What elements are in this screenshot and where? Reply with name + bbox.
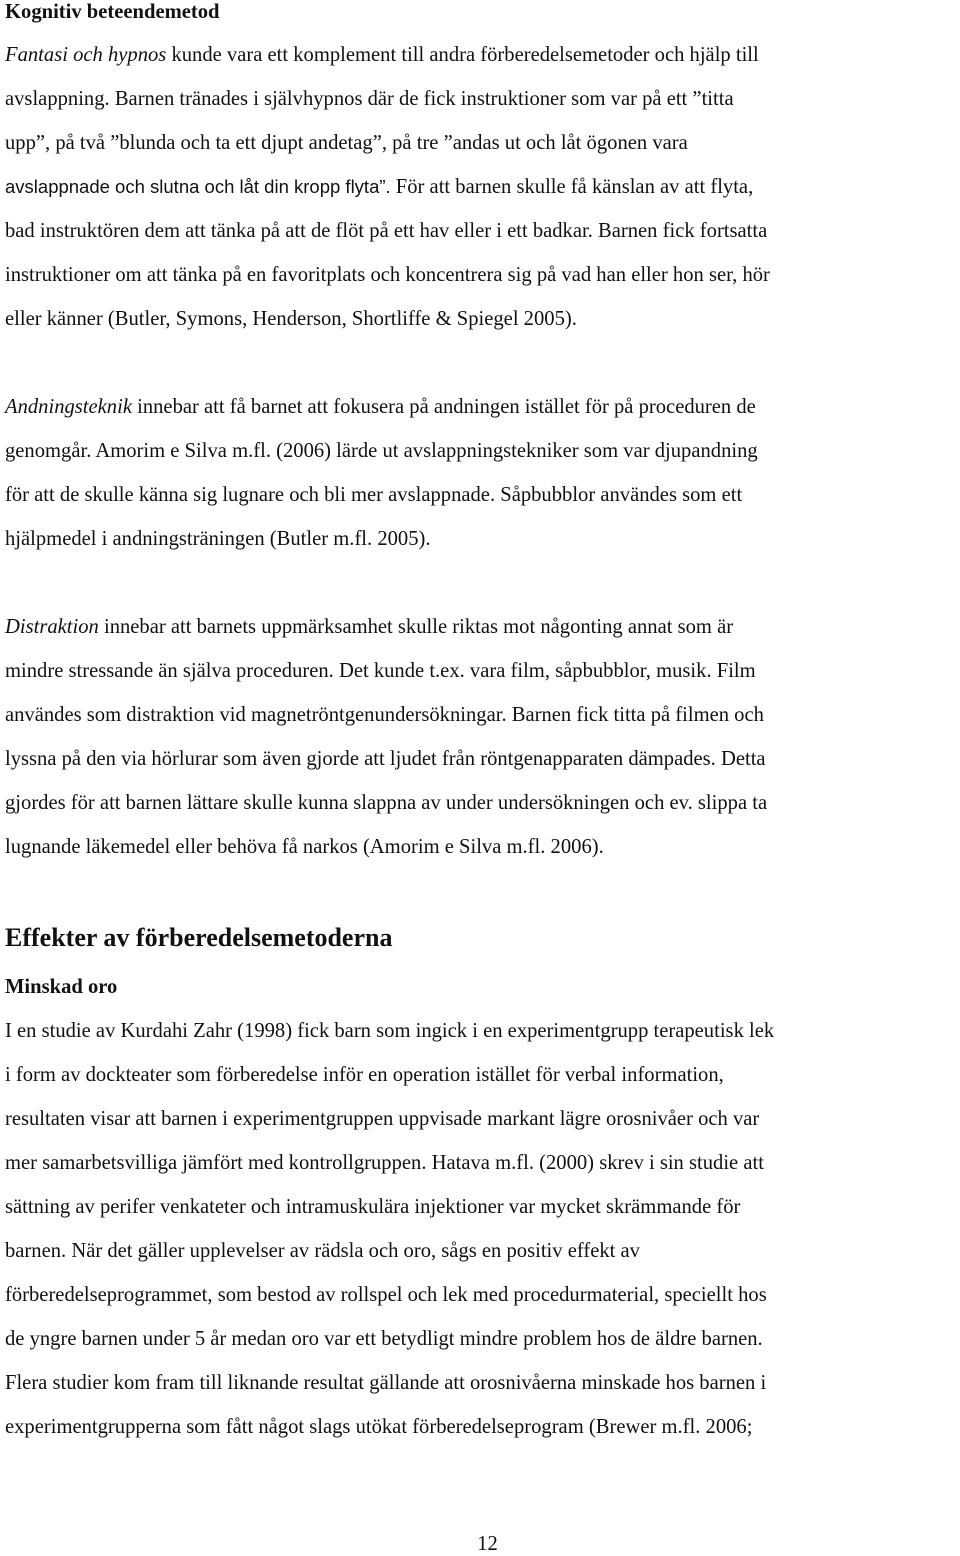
paragraph-line: mindre stressande än själva proceduren. Det kunde t.ex. vara film, såpbubblor, musik. Film: [5, 660, 756, 682]
text-run: kunde vara ett komplement till andra förberedelsemetoder och hjälp till: [166, 44, 759, 66]
paragraph-line: förberedelseprogrammet, som bestod av rollspel och lek med procedurmaterial, speciellt hos: [5, 1284, 767, 1306]
paragraph-line: Flera studier kom fram till liknande resultat gällande att orosnivåerna minskade hos barnen i: [5, 1372, 767, 1394]
paragraph-line: lugnande läkemedel eller behöva få narkos (Amorim e Silva m.fl. 2006).: [5, 836, 604, 858]
paragraph-line: för att de skulle känna sig lugnare och bli mer avslappnade. Såpbubblor användes som ett: [5, 484, 743, 506]
paragraph-line: I en studie av Kurdahi Zahr (1998) fick barn som ingick i en experimentgrupp terapeutisk lek: [5, 1020, 775, 1042]
paragraph-line: [5, 43, 759, 67]
italic-term: Distraktion: [5, 616, 99, 638]
paragraph-line: användes som distraktion vid magnetröntgenundersökningar. Barnen fick titta på filmen och: [5, 704, 764, 726]
section-heading-effekter: Effekter av förberedelsemetoderna: [5, 923, 393, 952]
paragraph-line: eller känner (Butler, Symons, Henderson, Shortliffe & Spiegel 2005).: [5, 308, 577, 330]
paragraph-line: avslappning. Barnen tränades i självhypnos där de fick instruktioner som var på ett ”titta: [5, 88, 734, 110]
paragraph-line: [5, 219, 767, 243]
paragraph-line: sättning av perifer venkateter och intramuskulära injektioner var mycket skrämmande för: [5, 1196, 741, 1218]
paragraph-line: [5, 615, 733, 639]
text-run: Barnen fick fortsatta: [592, 220, 768, 242]
paragraph-line: experimentgrupperna som fått något slags utökat förberedelseprogram (Brewer m.fl. 2006;: [5, 1416, 753, 1438]
subheading-minskad-oro: Minskad oro: [5, 976, 118, 998]
paragraph-line: [5, 175, 753, 199]
page-number: 12: [477, 1533, 498, 1555]
text-run: För att barnen skulle få känslan av att flyta,: [390, 176, 754, 198]
paragraph-line: i form av dockteater som förberedelse inför en operation istället för verbal information,: [5, 1064, 724, 1086]
paragraph-line: lyssna på den via hörlurar som även gjorde att ljudet från röntgenapparaten dämpades. Detta: [5, 748, 766, 770]
paragraph-line: de yngre barnen under 5 år medan oro var ett betydligt mindre problem hos de äldre barnen.: [5, 1328, 763, 1350]
italic-term: Andningsteknik: [5, 396, 132, 418]
paragraph-line: resultaten visar att barnen i experimentgruppen uppvisade markant lägre orosnivåer och var: [5, 1108, 760, 1130]
paragraph-line: [5, 395, 756, 419]
paragraph-line: hjälpmedel i andningsträningen (Butler m.fl. 2005).: [5, 528, 431, 550]
paragraph-line: barnen. När det gäller upplevelser av rädsla och oro, sågs en positiv effekt av: [5, 1240, 640, 1262]
text-run: innebar att få barnet att fokusera på andningen istället för på proceduren de: [131, 396, 756, 418]
italic-term: Fantasi och hypnos: [5, 44, 167, 66]
text-run: bad instruktören dem att tänka på att de flöt på ett hav eller i ett badkar.: [5, 220, 593, 242]
paragraph-line: mer samarbetsvilliga jämfört med kontrollgruppen. Hatava m.fl. (2000) skrev i sin studie att: [5, 1152, 764, 1174]
paragraph-line: genomgår. Amorim e Silva m.fl. (2006) lärde ut avslappningstekniker som var djupandning: [5, 440, 758, 462]
text-run: avslappnade och slutna och låt din kropp flyta”.: [5, 176, 391, 197]
text-run: innebar att barnets uppmärksamhet skulle riktas mot någonting annat som är: [98, 616, 734, 638]
paragraph-line: instruktioner om att tänka på en favoritplats och koncentrera sig på vad han eller hon ser, hör: [5, 264, 770, 286]
section-heading-kognitiv: Kognitiv beteendemetod: [5, 1, 220, 23]
paragraph-line: upp”, på två ”blunda och ta ett djupt andetag”, på tre ”andas ut och låt ögonen vara: [5, 132, 688, 154]
paragraph-line: gjordes för att barnen lättare skulle kunna slappna av under undersökningen och ev. slippa ta: [5, 792, 768, 814]
